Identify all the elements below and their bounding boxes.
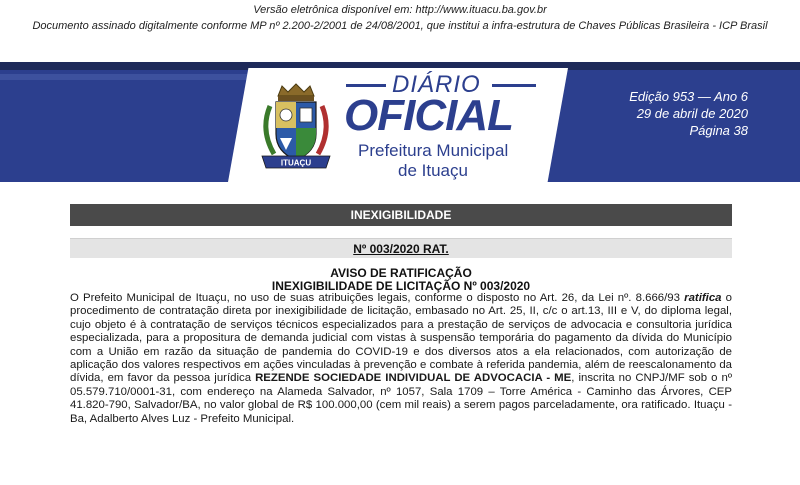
body-part-3: , inscrita no CNPJ/MF sob o nº 05.579.710/0001-31, com endereço na Alameda Salvador, nº 1057, Sala 1709 – Torre América - Caminho das Árvores, CEP 41.820-790, Salvador/BA, no valor global de R$ 100.000,00 (cem mil reais) a serem pagos parceladamente, ora ratificado. Ituaçu - Ba, Adalberto Alves Luz - Prefeito Municipal. <box>70 372 732 425</box>
article-body <box>70 292 732 426</box>
ratifica-word: ratifica <box>684 292 722 304</box>
masthead-stripe <box>0 74 260 80</box>
edition-date: 29 de abril de 2020 <box>636 106 748 121</box>
masthead-subtitle: Prefeitura Municipal <box>358 141 509 160</box>
body-part-1: O Prefeito Municipal de Ituaçu, no uso de suas atribuições legais, conforme o disposto no Art. 26, da Lei nº. 8.666/93 <box>70 292 685 304</box>
page-number: Página 38 <box>689 123 748 138</box>
body-part-2: o procedimento de contratação direta por inexigibilidade de licitação, embasado no Art. 25, II, c/c o art.13, III e V, do diploma legal, cujo objeto é à contratação de serviços técnicos especializados para a prestação de serviços de advocacia e consultoria jurídica especializada, para a propositura de demanda judicial com vistas à suspensão temporária do pagamento da dívida do Município com a União em razão da situação de pandemia do COVID-19 e dos diversos atos a ela relacionados, com autorização de aplicação dos valores respectivos em ações vinculadas à prevenção e combate à referida pandemia, além de reescalonamento da dívida, em favor da pessoa jurídica <box>70 292 733 385</box>
title-rule-left <box>346 84 386 87</box>
company-name: REZENDE SOCIEDADE INDIVIDUAL DE ADVOCACIA - ME <box>255 372 572 385</box>
masthead-city: de Ituaçu <box>398 161 468 180</box>
section-title: INEXIGIBILIDADE <box>70 204 732 226</box>
electronic-version-notice: Versão eletrônica disponível em: http://www.ituacu.ba.gov.br <box>253 4 547 16</box>
title-rule-right <box>492 84 536 87</box>
edition-info <box>629 88 748 139</box>
article-subheading: INEXIGIBILIDADE DE LICITAÇÃO Nº 003/2020 <box>271 279 531 293</box>
edition-number: Edição 953 — Ano 6 <box>629 89 748 104</box>
coat-of-arms-icon <box>256 82 336 174</box>
crest-label: ITUAÇU <box>280 158 312 168</box>
article-heading: AVISO DE RATIFICAÇÃO <box>330 266 472 280</box>
masthead-title-top: DIÁRIO <box>392 71 481 98</box>
digital-signature-notice: Documento assinado digitalmente conforme MP nº 2.200-2/2001 de 24/08/2001, que institui a infra-estrutura de Chaves Públicas Brasileira - ICP Brasil <box>32 20 768 32</box>
masthead-title-main: OFICIAL <box>344 91 513 140</box>
act-number: Nº 003/2020 RAT. <box>353 242 449 256</box>
act-number-bar <box>70 238 732 258</box>
